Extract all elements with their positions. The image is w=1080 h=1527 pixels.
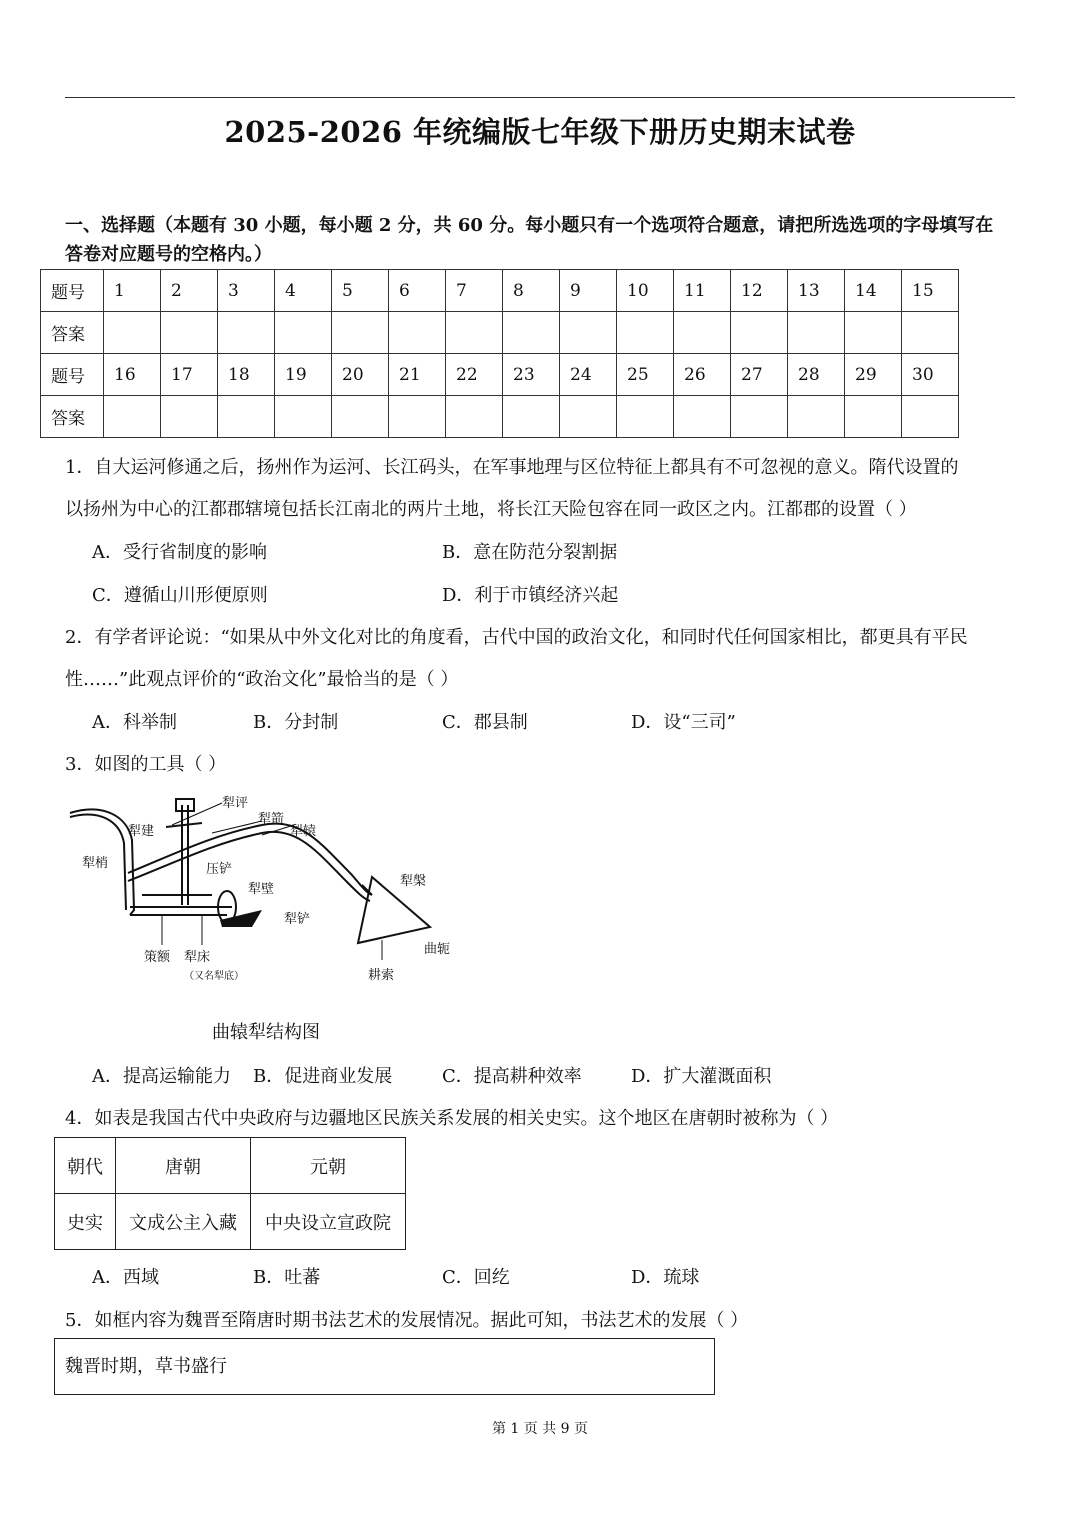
answer-cell[interactable] bbox=[560, 396, 617, 438]
section-line-2: 答卷对应题号的空格内。） bbox=[65, 244, 272, 265]
answer-cell[interactable] bbox=[332, 396, 389, 438]
q5-content-box: 魏晋时期，草书盛行 bbox=[54, 1338, 715, 1395]
question-number: 16 bbox=[104, 354, 161, 396]
question-number: 26 bbox=[674, 354, 731, 396]
label-yachan: 压铲 bbox=[206, 862, 233, 877]
question-number: 2 bbox=[161, 270, 218, 312]
q4-option-d[interactable]: D．琉球 bbox=[631, 1267, 700, 1288]
answer-table-row-numbers-1 bbox=[41, 270, 959, 312]
question-number: 30 bbox=[902, 354, 959, 396]
answer-cell[interactable] bbox=[275, 312, 332, 354]
question-number: 10 bbox=[617, 270, 674, 312]
answer-cell[interactable] bbox=[104, 396, 161, 438]
q2-option-b[interactable]: B．分封制 bbox=[253, 712, 339, 733]
answer-cell[interactable] bbox=[104, 312, 161, 354]
question-number: 9 bbox=[560, 270, 617, 312]
q1-stem-line-2: 以扬州为中心的江都郡辖境包括长江南北的两片土地，将长江天险包容在同一政区之内。江都郡的设置（ ） bbox=[65, 499, 917, 520]
answer-cell[interactable] bbox=[788, 396, 845, 438]
label-lijian-top: 犁建 bbox=[128, 824, 155, 839]
answer-cell[interactable] bbox=[161, 396, 218, 438]
question-number: 12 bbox=[731, 270, 788, 312]
question-number: 5 bbox=[332, 270, 389, 312]
answer-cell[interactable] bbox=[617, 312, 674, 354]
answer-cell[interactable] bbox=[389, 312, 446, 354]
label-lijian2: 犁箭 bbox=[258, 812, 285, 827]
answer-cell[interactable] bbox=[902, 396, 959, 438]
q1-option-b[interactable]: B．意在防范分裂割据 bbox=[442, 542, 618, 563]
answer-cell[interactable] bbox=[218, 396, 275, 438]
row-label: 题号 bbox=[41, 354, 104, 396]
answer-cell[interactable] bbox=[902, 312, 959, 354]
answer-cell[interactable] bbox=[332, 312, 389, 354]
question-number: 13 bbox=[788, 270, 845, 312]
label-lidi: （又名犁底） bbox=[184, 971, 244, 982]
label-gengsuo: 耕索 bbox=[368, 968, 395, 983]
question-number: 24 bbox=[560, 354, 617, 396]
question-number: 27 bbox=[731, 354, 788, 396]
question-number: 28 bbox=[788, 354, 845, 396]
q2-option-d[interactable]: D．设“三司” bbox=[631, 712, 736, 733]
row-label: 答案 bbox=[41, 312, 104, 354]
question-number: 7 bbox=[446, 270, 503, 312]
answer-cell[interactable] bbox=[845, 396, 902, 438]
question-number: 14 bbox=[845, 270, 902, 312]
answer-table-row-numbers-2 bbox=[41, 354, 959, 396]
label-liyuan: 犁辕 bbox=[290, 824, 317, 839]
answer-cell[interactable] bbox=[446, 312, 503, 354]
q4-option-a[interactable]: A．西域 bbox=[92, 1267, 159, 1288]
q2-stem-line-2: 性……”此观点评价的“政治文化”最恰当的是（ ） bbox=[65, 669, 459, 690]
q4-table-body-row bbox=[55, 1194, 406, 1250]
question-number: 21 bbox=[389, 354, 446, 396]
row-label: 题号 bbox=[41, 270, 104, 312]
question-number: 6 bbox=[389, 270, 446, 312]
q2-option-c[interactable]: C．郡县制 bbox=[442, 712, 528, 733]
q1-stem-line-1: 1．自大运河修通之后，扬州作为运河、长江码头，在军事地理与区位特征上都具有不可忽视的意义。隋代设置的 bbox=[65, 457, 959, 478]
q1-option-a[interactable]: A．受行省制度的影响 bbox=[92, 542, 267, 563]
question-number: 18 bbox=[218, 354, 275, 396]
q2-stem-line-1: 2．有学者评论说：“如果从中外文化对比的角度看，古代中国的政治文化，和同时代任何国家相比，都更具有平民 bbox=[65, 627, 968, 648]
top-rule bbox=[65, 97, 1015, 98]
figure-caption: 曲辕犁结构图 bbox=[212, 1022, 320, 1043]
leader-line bbox=[172, 803, 222, 825]
q4-table-header-row bbox=[55, 1138, 406, 1194]
q4-table-cell: 唐朝 bbox=[116, 1138, 251, 1194]
q2-option-a[interactable]: A．科举制 bbox=[92, 712, 177, 733]
answer-cell[interactable] bbox=[560, 312, 617, 354]
q5-stem: 5．如框内容为魏晋至隋唐时期书法艺术的发展情况。据此可知，书法艺术的发展（ ） bbox=[65, 1310, 749, 1331]
q1-option-d[interactable]: D．利于市镇经济兴起 bbox=[442, 585, 619, 606]
q4-table bbox=[54, 1137, 406, 1250]
label-lichuang: 犁床 bbox=[184, 950, 211, 965]
answer-table bbox=[40, 269, 959, 438]
answer-cell[interactable] bbox=[446, 396, 503, 438]
question-number: 25 bbox=[617, 354, 674, 396]
question-number: 29 bbox=[845, 354, 902, 396]
answer-cell[interactable] bbox=[731, 396, 788, 438]
page-footer: 第 1 页 共 9 页 bbox=[491, 1421, 589, 1437]
plow-adjust-bar bbox=[166, 823, 202, 827]
question-number: 1 bbox=[104, 270, 161, 312]
answer-table-row-answers-2 bbox=[41, 396, 959, 438]
q4-table-cell: 史实 bbox=[55, 1194, 116, 1250]
q3-option-c[interactable]: C．提高耕种效率 bbox=[442, 1066, 582, 1087]
page-title: 2025-2026 年统编版七年级下册历史期末试卷 bbox=[224, 115, 856, 149]
label-quzhi: 曲轭 bbox=[424, 942, 451, 957]
q3-option-a[interactable]: A．提高运输能力 bbox=[92, 1066, 231, 1087]
question-number: 11 bbox=[674, 270, 731, 312]
question-number: 20 bbox=[332, 354, 389, 396]
question-number: 8 bbox=[503, 270, 560, 312]
question-number: 19 bbox=[275, 354, 332, 396]
answer-cell[interactable] bbox=[503, 312, 560, 354]
q4-table-cell: 文成公主入藏 bbox=[116, 1194, 251, 1250]
question-number: 17 bbox=[161, 354, 218, 396]
label-cee: 策额 bbox=[144, 950, 171, 965]
q4-table-cell: 朝代 bbox=[55, 1138, 116, 1194]
answer-cell[interactable] bbox=[617, 396, 674, 438]
answer-cell[interactable] bbox=[389, 396, 446, 438]
q3-option-b[interactable]: B．促进商业发展 bbox=[253, 1066, 393, 1087]
answer-cell[interactable] bbox=[275, 396, 332, 438]
answer-table-row-answers-1 bbox=[41, 312, 959, 354]
q3-stem: 3．如图的工具（ ） bbox=[65, 754, 227, 775]
q4-stem: 4．如表是我国古代中央政府与边疆地区民族关系发展的相关史实。这个地区在唐朝时被称为（ ） bbox=[65, 1108, 839, 1129]
q4-option-b[interactable]: B．吐蕃 bbox=[253, 1267, 321, 1288]
answer-cell[interactable] bbox=[731, 312, 788, 354]
question-number: 4 bbox=[275, 270, 332, 312]
label-lichan: 犁铲 bbox=[284, 912, 311, 927]
q4-table-cell: 中央设立宣政院 bbox=[251, 1194, 406, 1250]
question-number: 22 bbox=[446, 354, 503, 396]
label-lipian: 犁评 bbox=[222, 796, 249, 811]
answer-cell[interactable] bbox=[845, 312, 902, 354]
q4-table-cell: 元朝 bbox=[251, 1138, 406, 1194]
section-instructions bbox=[65, 211, 1025, 269]
question-number: 3 bbox=[218, 270, 275, 312]
answer-cell[interactable] bbox=[674, 396, 731, 438]
label-lipan: 犁槃 bbox=[400, 874, 427, 889]
question-number: 23 bbox=[503, 354, 560, 396]
share-shape bbox=[220, 910, 262, 927]
answer-cell[interactable] bbox=[788, 312, 845, 354]
row-label: 答案 bbox=[41, 396, 104, 438]
q3-option-d[interactable]: D．扩大灌溉面积 bbox=[631, 1066, 772, 1087]
label-lishao: 犁梢 bbox=[82, 856, 109, 871]
plow-diagram bbox=[62, 795, 462, 1005]
answer-cell[interactable] bbox=[674, 312, 731, 354]
post-cap bbox=[176, 799, 194, 811]
answer-cell[interactable] bbox=[161, 312, 218, 354]
section-line-1: 一、选择题（本题有 30 小题，每小题 2 分，共 60 分。每小题只有一个选项符合题意，请把所选选项的字母填写在 bbox=[65, 215, 994, 236]
answer-cell[interactable] bbox=[218, 312, 275, 354]
label-libi: 犁壁 bbox=[248, 882, 275, 897]
answer-cell[interactable] bbox=[503, 396, 560, 438]
q1-option-c[interactable]: C．遵循山川形便原则 bbox=[92, 585, 268, 606]
question-number: 15 bbox=[902, 270, 959, 312]
q4-option-c[interactable]: C．回纥 bbox=[442, 1267, 510, 1288]
